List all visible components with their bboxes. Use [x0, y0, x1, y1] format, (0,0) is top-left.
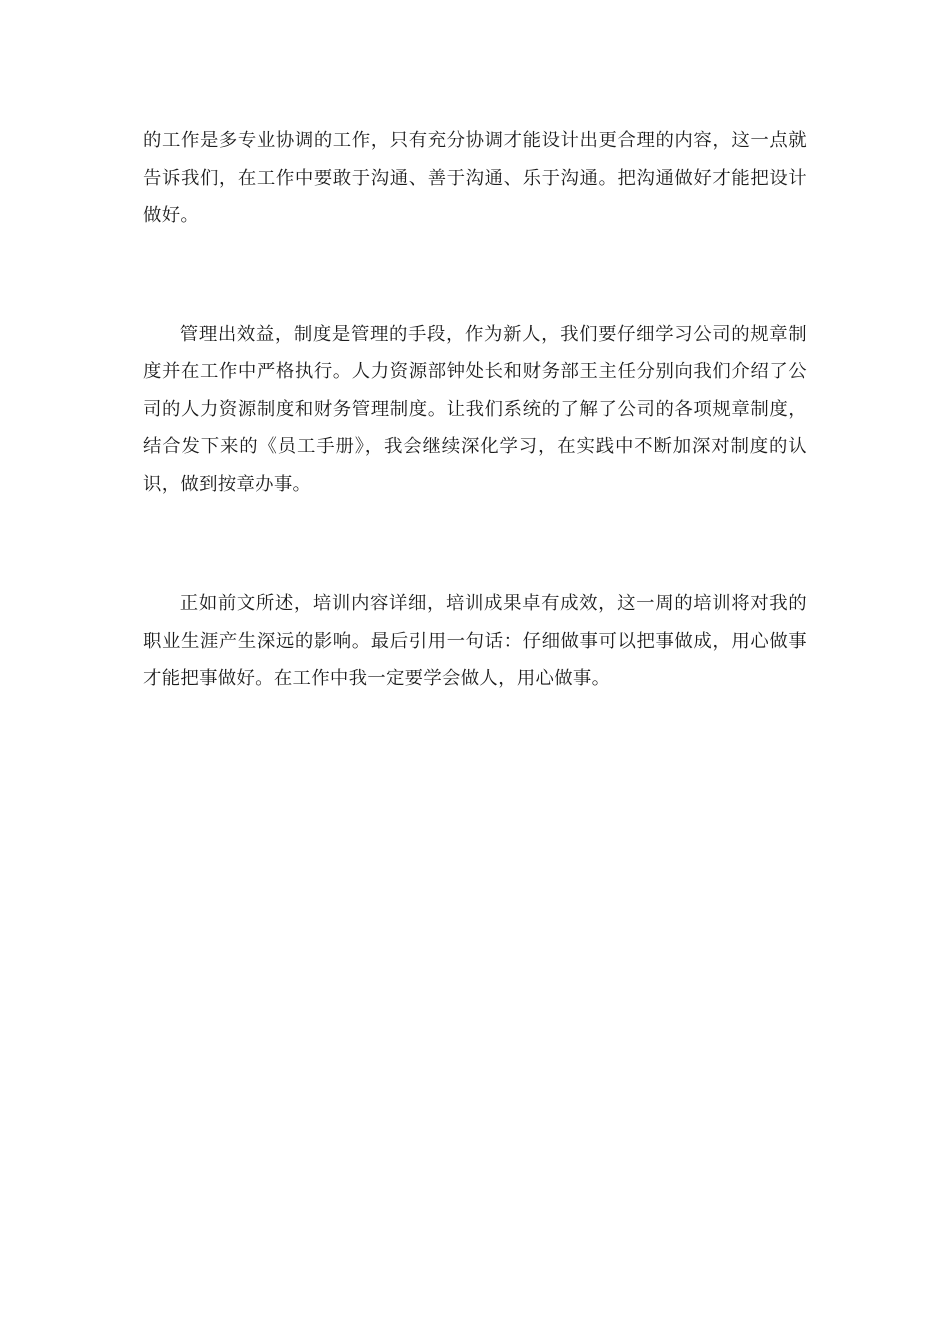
document-body — [143, 122, 807, 698]
paragraph-conclusion: 正如前文所述，培训内容详细，培训成果卓有成效，这一周的培训将对我的职业生涯产生深远的影响。最后引用一句话：仔细做事可以把事做成，用心做事才能把事做好。在工作中我一定要学会做人，用心做事。 — [143, 593, 807, 689]
paragraph-continuation: 的工作是多专业协调的工作，只有充分协调才能设计出更合理的内容，这一点就告诉我们，在工作中要敢于沟通、善于沟通、乐于沟通。把沟通做好才能把设计做好。 — [143, 130, 807, 226]
paragraph-management-rules: 管理出效益，制度是管理的手段，作为新人，我们要仔细学习公司的规章制度并在工作中严格执行。人力资源部钟处长和财务部王主任分别向我们介绍了公司的人力资源制度和财务管理制度。让我们系统的了解了公司的各项规章制度，结合发下来的《员工手册》，我会继续深化学习，在实践中不断加深对制度的认识，做到按章办事。 — [143, 323, 807, 495]
